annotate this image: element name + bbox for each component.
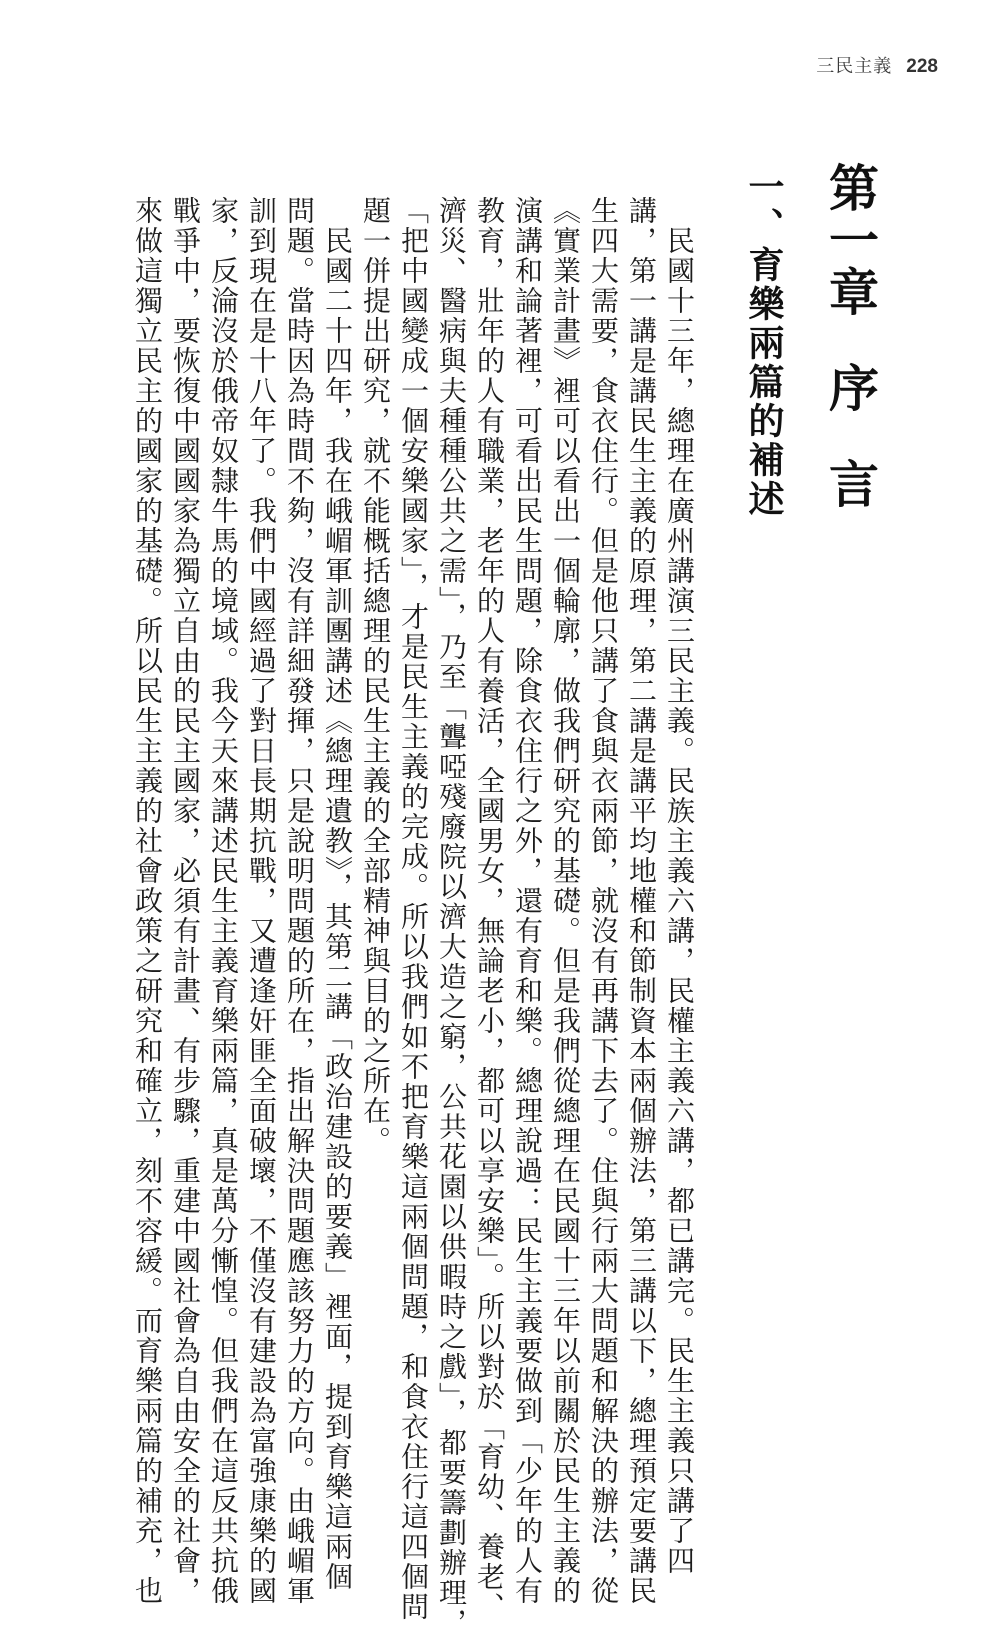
section-title: 一、育樂兩篇的補述 — [743, 168, 785, 519]
text-column: 生四大需要，食衣住行。但是他只講了食與衣兩節，就沒有再講下去了。住與行兩大問題和解決的辦法，從 — [587, 196, 620, 1606]
chapter-number: 第一章 — [821, 162, 880, 318]
text-column: 民國二十四年，我在峨嵋軍訓團講述《總理遺教》，其第二講「政治建設的要義」裡面，提到育樂這兩個 — [321, 226, 354, 1592]
page-body — [122, 150, 882, 1638]
text-column: 題一併提出研究，就不能概括總理的民生主義的全部精神與目的之所在。 — [359, 196, 392, 1156]
text-column: 民國十三年，總理在廣州講演三民主義。民族主義六講，民權主義六講，都已講完。民生主義只講了四 — [663, 226, 696, 1576]
chapter-heading — [818, 150, 882, 1262]
text-column: 濟災、醫病與夫種種公共之需」，乃至「聾啞殘廢院以濟大造之窮，公共花園以供暇時之戲」，都要籌劃辦理， — [435, 196, 468, 1638]
text-column: 教育，壯年的人有職業，老年的人有養活，全國男女，無論老小，都可以享安樂」。所以對於「育幼、養老、 — [473, 196, 506, 1622]
text-column: 問題。當時因為時間不夠，沒有詳細發揮，只是說明問題的所在，指出解決問題應該努力的方向。由峨嵋軍 — [283, 196, 316, 1606]
text-column: 來做這獨立民主的國家的基礎。所以民生主義的社會政策之研究和確立，刻不容緩。而育樂兩篇的補充，也 — [131, 196, 164, 1606]
text-column: 訓到現在是十八年了。我們中國經過了對日長期抗戰，又遭逢奸匪全面破壞，不僅沒有建設為富強康樂的國 — [245, 196, 278, 1606]
paragraph-2 — [128, 150, 356, 1606]
text-column: 《實業計畫》裡可以看出一個輪廓，做我們研究的基礎。但是我們從總理在民國十三年以前關於民生主義的 — [549, 196, 582, 1606]
page-number: 228 — [906, 56, 938, 77]
text-column: 「把中國變成一個安樂國家」，才是民生主義的完成。所以我們如不把育樂這兩個問題，和食衣住行這四個問 — [397, 196, 430, 1622]
paragraph-1 — [356, 150, 698, 1638]
running-header — [816, 52, 938, 78]
text-column: 家，反淪沒於俄帝奴隸牛馬的境域。我今天來講述民生主義育樂兩篇，真是萬分慚惶。但我們在這反共抗俄 — [207, 196, 240, 1606]
chapter-title: 序言 — [821, 362, 880, 554]
text-column: 講，第一講是講民生主義的原理，第二講是講平均地權和節制資本兩個辦法，第三講以下，總理預定要講民 — [625, 196, 658, 1606]
book-title: 三民主義 — [816, 56, 893, 76]
text-column: 戰爭中，要恢復中國國家為獨立自由的民主國家，必須有計畫、有步驟，重建中國社會為自由安全的社會， — [169, 196, 202, 1606]
text-column: 演講和論著裡，可看出民生問題，除食衣住行之外，還有育和樂。總理說過：民生主義要做到「少年的人有 — [511, 196, 544, 1606]
